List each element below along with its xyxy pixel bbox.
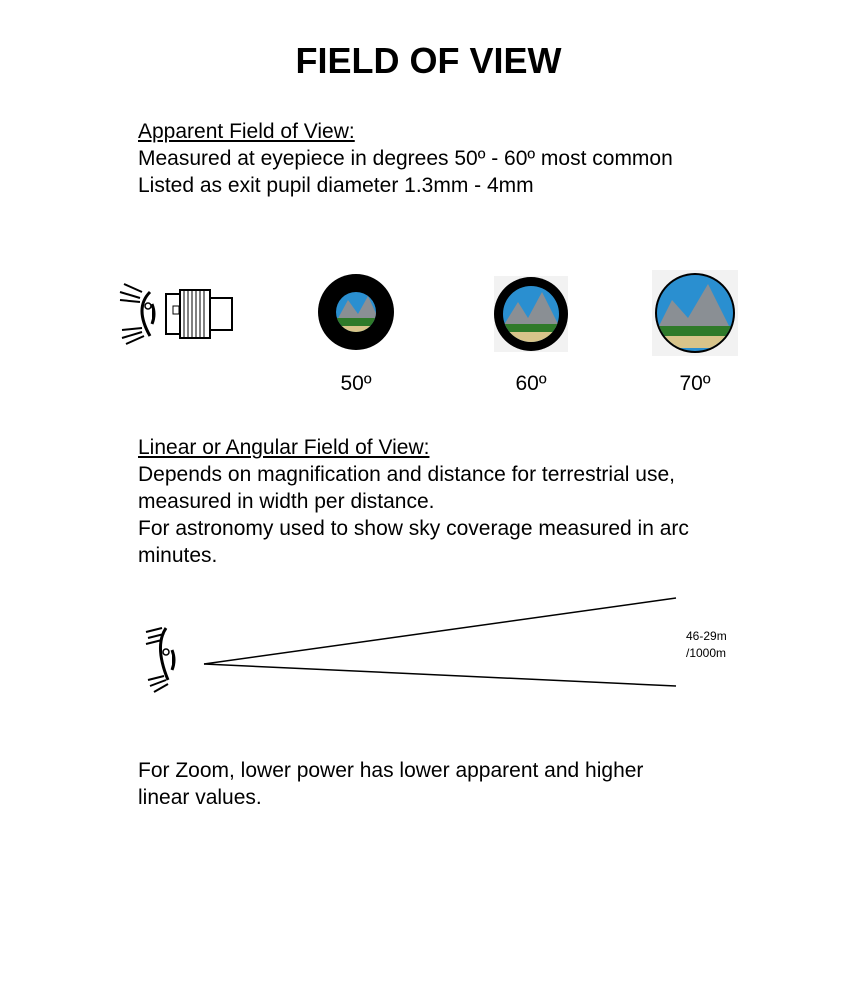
cone-upper-line: [204, 598, 676, 664]
apparent-fov-section: [138, 118, 778, 199]
zoom-note: [138, 757, 778, 811]
cone-lower-line: [204, 664, 676, 686]
page-title: FIELD OF VIEW: [295, 40, 562, 81]
eye-eyepiece-illustration: [112, 278, 242, 350]
view-70-label: 70º: [679, 372, 711, 395]
linear-fov-line-3: For astronomy used to show sky coverage measured in arc: [138, 517, 689, 540]
linear-fov-line-2: measured in width per distance.: [138, 490, 435, 513]
view-60-label: 60º: [515, 372, 547, 395]
view-50-illustration: [318, 274, 394, 350]
linear-fov-section: [138, 434, 778, 569]
linear-fov-line-4: minutes.: [138, 544, 218, 567]
apparent-fov-line-2: Listed as exit pupil diameter 1.3mm - 4mm: [138, 174, 534, 197]
eye-icon: [120, 284, 154, 344]
view-60-illustration: [494, 276, 568, 352]
eyepiece-icon: [166, 290, 232, 338]
linear-fov-heading: Linear or Angular Field of View:: [138, 436, 430, 459]
linear-fov-value-line-1: 46-29m: [686, 629, 727, 643]
linear-fov-diagram: [140, 594, 680, 694]
linear-fov-value-label: [686, 628, 727, 662]
linear-fov-value-line-2: /1000m: [686, 646, 727, 660]
view-50-label: 50º: [340, 372, 372, 395]
view-70-illustration: [652, 270, 738, 356]
zoom-note-line-2: linear values.: [138, 786, 262, 809]
apparent-fov-line-1: Measured at eyepiece in degrees 50º - 60º most common: [138, 147, 673, 170]
apparent-fov-heading: Apparent Field of View:: [138, 120, 355, 143]
zoom-note-line-1: For Zoom, lower power has lower apparent and higher: [138, 759, 644, 782]
eye-icon: [146, 628, 174, 692]
linear-fov-line-1: Depends on magnification and distance for terrestrial use,: [138, 463, 675, 486]
